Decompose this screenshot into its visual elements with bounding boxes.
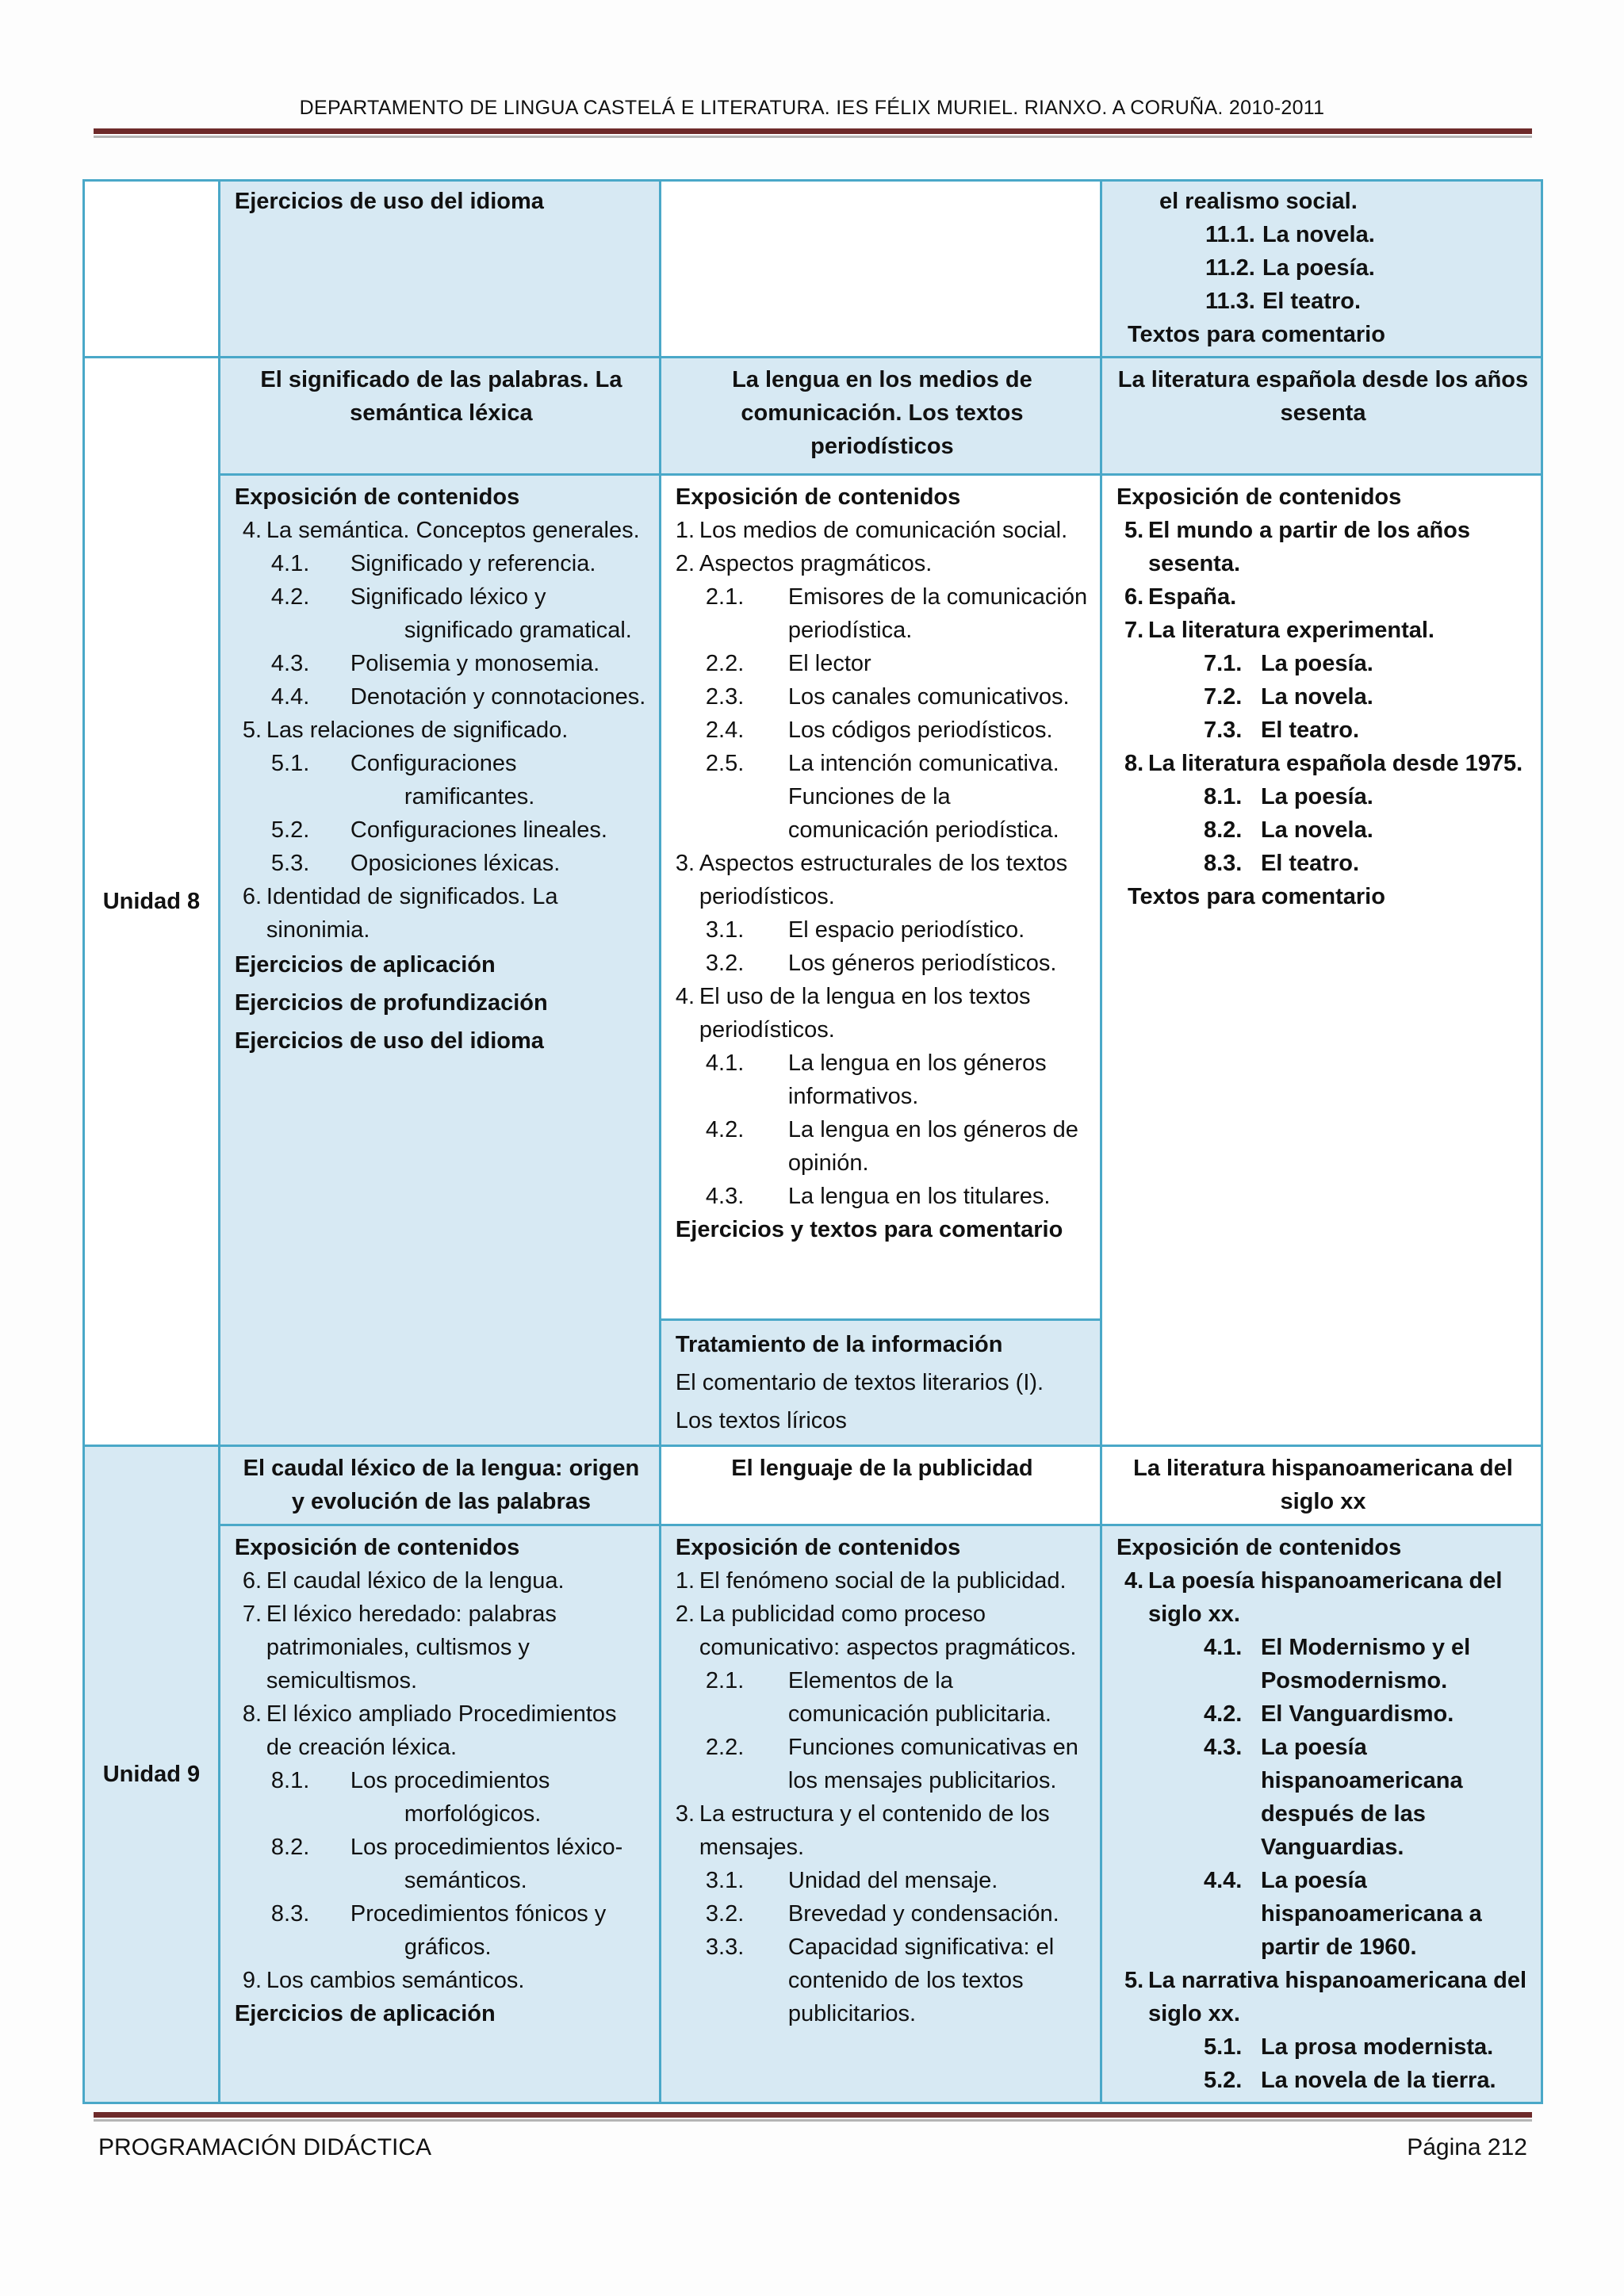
list-item — [271, 547, 648, 580]
item-text: Emisores de la comunicación periodística. — [787, 584, 1088, 643]
item-number: 8.3. — [270, 1901, 310, 1927]
list-item — [1204, 2030, 1530, 2064]
item-text: Capacidad significativa: el contenido de los textos publicitarios. — [787, 1934, 1055, 2026]
item-number: 5.2. — [1203, 2068, 1243, 2093]
item-number: 4.3. — [270, 651, 310, 676]
section-tail: Ejercicios de aplicación — [234, 2001, 496, 2026]
list-item — [271, 1764, 648, 1831]
item-number: 4.2. — [1203, 1701, 1243, 1727]
item-number: 1. — [675, 518, 695, 543]
item-number: 8.2. — [270, 1835, 310, 1860]
list — [676, 1564, 1089, 2030]
list-item — [271, 647, 648, 680]
item-text: La novela. — [1260, 817, 1373, 843]
item-text: La prosa modernista. — [1260, 2034, 1494, 2060]
text-line: Textos para comentario — [1127, 322, 1385, 347]
list-item — [676, 1564, 1089, 1598]
list-item — [1205, 251, 1530, 285]
list — [1116, 514, 1530, 880]
list-item — [1205, 218, 1530, 251]
item-text: Funciones comunicativas en los mensajes publicitarios. — [787, 1735, 1078, 1793]
item-text: La estructura y el contenido de los mensajes. — [699, 1801, 1050, 1860]
item-text: El Modernismo y el Posmodernismo. — [1260, 1635, 1471, 1693]
list-item — [243, 880, 648, 947]
list-item — [706, 913, 1089, 947]
item-number: 4. — [1124, 1568, 1144, 1594]
cell-r0-c3 — [1101, 181, 1542, 358]
list-item — [706, 680, 1089, 714]
item-number: 6. — [242, 884, 262, 909]
item-number: 5.2. — [270, 817, 310, 843]
item-number: 11.3. — [1205, 289, 1255, 314]
item-number: 3. — [675, 851, 695, 876]
item-number: 2. — [675, 1601, 695, 1627]
item-text: El espacio periodístico. — [787, 917, 1025, 943]
item-number: 8. — [1124, 751, 1144, 776]
list-item — [706, 1047, 1089, 1113]
unit9-col3 — [1101, 1525, 1542, 2103]
item-text: El léxico ampliado Procedimientos de creación léxica. — [266, 1701, 617, 1760]
item-number: 8.1. — [270, 1768, 310, 1793]
item-number: 7. — [242, 1601, 262, 1627]
item-number: 8.3. — [1203, 851, 1243, 876]
item-number: 2.4. — [705, 718, 745, 743]
text-line: El comentario de textos literarios (I). — [675, 1370, 1044, 1395]
cell-r0-c1: Ejercicios de uso del idioma — [219, 181, 660, 358]
item-text: La poesía. — [1260, 784, 1373, 809]
section-tail: Ejercicios de profundización — [234, 990, 548, 1016]
item-text: Los procedimientos morfológicos. — [350, 1768, 550, 1827]
item-text: El léxico heredado: palabras patrimoniales, cultismos y semicultismos. — [266, 1601, 557, 1693]
item-text: Configuraciones ramificantes. — [350, 751, 535, 809]
item-text: Significado y referencia. — [350, 551, 596, 576]
list-item — [706, 1864, 1089, 1897]
item-number: 4.1. — [270, 551, 310, 576]
item-number: 11.2. — [1205, 255, 1255, 281]
unit8-title-1: El significado de las palabras. La semántica léxica — [219, 358, 660, 475]
list-item — [1204, 1731, 1530, 1864]
item-number: 7. — [1124, 618, 1144, 643]
list-item — [1204, 680, 1530, 714]
list-item — [706, 1897, 1089, 1931]
item-text: La publicidad como proceso comunicativo: aspectos pragmáticos. — [699, 1601, 1077, 1660]
list-item — [1204, 847, 1530, 880]
list-item — [706, 1180, 1089, 1213]
header-rule — [94, 128, 1532, 138]
item-text: La lengua en los titulares. — [787, 1184, 1051, 1209]
item-text: Brevedad y condensación. — [787, 1901, 1059, 1927]
list-item — [1205, 285, 1530, 318]
item-text: La semántica. Conceptos generales. — [266, 518, 640, 543]
item-text: La novela. — [1260, 684, 1373, 710]
list — [235, 514, 648, 947]
item-text: Aspectos estructurales de los textos periodísticos. — [699, 851, 1068, 909]
item-text: La literatura experimental. — [1147, 618, 1434, 643]
item-number: 2.1. — [705, 584, 745, 610]
item-text: El teatro. — [1260, 718, 1360, 743]
item-text: El lector — [787, 651, 871, 676]
footer-title: PROGRAMACIÓN DIDÁCTICA — [98, 2134, 432, 2160]
list-item — [243, 1964, 648, 1997]
item-text: La poesía hispanoamericana a partir de 1960. — [1260, 1868, 1482, 1960]
list-item — [1124, 580, 1530, 614]
item-text: Procedimientos fónicos y gráficos. — [350, 1901, 607, 1960]
list-item — [706, 1113, 1089, 1180]
item-text: El Vanguardismo. — [1260, 1701, 1454, 1727]
unit8-title-3: La literatura española desde los años sesenta — [1101, 358, 1542, 475]
unit9-title-1: El caudal léxico de la lengua: origen y evolución de las palabras — [219, 1446, 660, 1525]
list-item — [271, 680, 648, 714]
item-number: 8. — [242, 1701, 262, 1727]
list-item — [1124, 1564, 1530, 1631]
list-item — [271, 1897, 648, 1964]
item-number: 4. — [242, 518, 262, 543]
item-number: 6. — [1124, 584, 1144, 610]
item-text: La novela. — [1262, 222, 1375, 247]
list-item — [676, 1598, 1089, 1664]
section-head: Exposición de contenidos — [1116, 484, 1402, 510]
list-item — [243, 1598, 648, 1697]
list-item — [271, 580, 648, 647]
section-head: Exposición de contenidos — [1116, 1535, 1402, 1560]
list — [1116, 1564, 1530, 2097]
item-text: Unidad del mensaje. — [787, 1868, 998, 1893]
item-text: Elementos de la comunicación publicitaria. — [787, 1668, 1051, 1727]
item-text: Polisemia y monosemia. — [350, 651, 600, 676]
unit9-title-2: El lenguaje de la publicidad — [660, 1446, 1101, 1525]
unit9-col1 — [219, 1525, 660, 2103]
list-item — [243, 714, 648, 747]
item-text: El fenómeno social de la publicidad. — [699, 1568, 1067, 1594]
section-head: Exposición de contenidos — [675, 1535, 961, 1560]
item-text: El uso de la lengua en los textos periodísticos. — [699, 984, 1031, 1043]
list-item — [1204, 1631, 1530, 1697]
item-text: La poesía. — [1262, 255, 1375, 281]
list-item — [271, 1831, 648, 1897]
item-number: 3.2. — [705, 951, 745, 976]
unit8-info-cell — [660, 1320, 1101, 1446]
item-text: Denotación y connotaciones. — [350, 684, 646, 710]
item-number: 3. — [675, 1801, 695, 1827]
list — [676, 514, 1089, 1213]
section-head: Tratamiento de la información — [675, 1332, 1003, 1357]
item-number: 6. — [242, 1568, 262, 1594]
item-text: El teatro. — [1262, 289, 1362, 314]
item-number: 1. — [675, 1568, 695, 1594]
unit9-title-3: La literatura hispanoamericana del siglo xx — [1101, 1446, 1542, 1525]
list-item — [1124, 747, 1530, 780]
item-text: La lengua en los géneros de opinión. — [787, 1117, 1078, 1176]
unit9-col2 — [660, 1525, 1101, 2103]
list-item — [676, 1797, 1089, 1864]
item-number: 5. — [242, 718, 262, 743]
item-text: La poesía hispanoamericana después de las Vanguardias. — [1260, 1735, 1463, 1860]
unit-label: Unidad 9 — [84, 1446, 220, 2103]
item-number: 4.3. — [705, 1184, 745, 1209]
item-text: La lengua en los géneros informativos. — [787, 1050, 1047, 1109]
item-text: Los géneros periodísticos. — [787, 951, 1057, 976]
list-item — [706, 580, 1089, 647]
item-text: Aspectos pragmáticos. — [699, 551, 933, 576]
page-number: Página 212 — [1407, 2134, 1527, 2160]
item-number: 4.1. — [705, 1050, 745, 1076]
list-item — [706, 714, 1089, 747]
unit8-title-2: La lengua en los medios de comunicación. Los textos periodísticos — [660, 358, 1101, 475]
list-item — [1204, 2064, 1530, 2097]
list-item — [706, 747, 1089, 847]
item-number: 5.1. — [1203, 2034, 1243, 2060]
item-number: 3.2. — [705, 1901, 745, 1927]
item-text: Configuraciones lineales. — [350, 817, 607, 843]
list-item — [676, 514, 1089, 547]
section-head: Exposición de contenidos — [234, 484, 520, 510]
item-number: 4.1. — [1203, 1635, 1243, 1660]
list-item — [1204, 780, 1530, 813]
syllabus-table — [82, 179, 1543, 2104]
section-tail: Ejercicios y textos para comentario — [675, 1217, 1063, 1242]
item-number: 3.3. — [705, 1934, 745, 1960]
list-item — [1204, 647, 1530, 680]
item-number: 2.1. — [705, 1668, 745, 1693]
list-item — [243, 1697, 648, 1764]
item-text: Las relaciones de significado. — [266, 718, 569, 743]
footer-rule — [94, 2112, 1532, 2122]
item-number: 11.1. — [1205, 222, 1255, 247]
item-number: 4.4. — [1203, 1868, 1243, 1893]
list-item — [706, 647, 1089, 680]
unit8-col2 — [660, 475, 1101, 1320]
item-text: La narrativa hispanoamericana del siglo xx. — [1147, 1968, 1527, 2026]
item-number: 5.1. — [270, 751, 310, 776]
section-head: Exposición de contenidos — [675, 484, 961, 510]
list-item — [706, 1664, 1089, 1731]
item-text: El teatro. — [1260, 851, 1360, 876]
item-number: 5. — [1124, 518, 1144, 543]
item-number: 2.2. — [705, 1735, 745, 1760]
section-head: Exposición de contenidos — [234, 1535, 520, 1560]
list-item — [1124, 514, 1530, 580]
item-number: 3.1. — [705, 1868, 745, 1893]
item-number: 7.1. — [1203, 651, 1243, 676]
section-tail: Textos para comentario — [1127, 884, 1385, 909]
list-item — [706, 947, 1089, 980]
item-number: 4.2. — [705, 1117, 745, 1142]
item-text: Oposiciones léxicas. — [350, 851, 561, 876]
list-item — [1204, 813, 1530, 847]
item-text: Los canales comunicativos. — [787, 684, 1070, 710]
list-item — [676, 980, 1089, 1047]
unit-cell-empty — [84, 181, 220, 358]
list-item — [1204, 1864, 1530, 1964]
item-text: El mundo a partir de los años sesenta. — [1147, 518, 1471, 576]
item-text: La poesía hispanoamericana del siglo xx. — [1147, 1568, 1503, 1627]
item-text: Los códigos periodísticos. — [787, 718, 1053, 743]
item-number: 7.3. — [1203, 718, 1243, 743]
item-number: 3.1. — [705, 917, 745, 943]
list-item — [706, 1931, 1089, 2030]
page-header: DEPARTAMENTO DE LINGUA CASTELÁ E LITERATURA. IES FÉLIX MURIEL. RIANXO. A CORUÑA. 2010-2011 — [299, 97, 1325, 119]
unit8-col1 — [219, 475, 660, 1446]
item-number: 2.2. — [705, 651, 745, 676]
item-text: La literatura española desde 1975. — [1147, 751, 1523, 776]
list-item — [676, 547, 1089, 580]
item-text: La novela de la tierra. — [1260, 2068, 1496, 2093]
item-number: 8.2. — [1203, 817, 1243, 843]
list-item — [243, 514, 648, 547]
item-number: 4.3. — [1203, 1735, 1243, 1760]
text-line: el realismo social. — [1159, 189, 1358, 214]
item-text: Los procedimientos léxico-semánticos. — [350, 1835, 623, 1893]
text-line: Los textos líricos — [675, 1408, 847, 1433]
item-number: 7.2. — [1203, 684, 1243, 710]
item-number: 2.5. — [705, 751, 745, 776]
item-text: Los medios de comunicación social. — [699, 518, 1068, 543]
list-item — [1124, 1964, 1530, 2030]
list — [1116, 218, 1530, 318]
list-item — [243, 1564, 648, 1598]
item-text: España. — [1147, 584, 1237, 610]
item-number: 5.3. — [270, 851, 310, 876]
list-item — [1124, 614, 1530, 647]
item-number: 9. — [242, 1968, 262, 1993]
item-text: El caudal léxico de la lengua. — [266, 1568, 565, 1594]
section-tail: Ejercicios de aplicación — [234, 952, 496, 978]
item-text: Los cambios semánticos. — [266, 1968, 525, 1993]
item-number: 4. — [675, 984, 695, 1009]
item-text: Significado léxico y significado gramatical. — [350, 584, 632, 643]
cell-r0-c2 — [660, 181, 1101, 358]
section-tail: Ejercicios de uso del idioma — [234, 1028, 544, 1054]
list-item — [1204, 1697, 1530, 1731]
list-item — [271, 847, 648, 880]
unit8-col3 — [1101, 475, 1542, 1446]
list-item — [706, 1731, 1089, 1797]
item-number: 4.2. — [270, 584, 310, 610]
item-text: Identidad de significados. La sinonimia. — [266, 884, 558, 943]
list-item — [676, 847, 1089, 913]
unit-label: Unidad 8 — [84, 358, 220, 1446]
item-number: 2. — [675, 551, 695, 576]
list-item — [1204, 714, 1530, 747]
item-number: 2.3. — [705, 684, 745, 710]
item-number: 8.1. — [1203, 784, 1243, 809]
list — [235, 1564, 648, 1997]
item-text: La poesía. — [1260, 651, 1373, 676]
list-item — [271, 813, 648, 847]
list-item — [271, 747, 648, 813]
item-number: 5. — [1124, 1968, 1144, 1993]
item-text: La intención comunicativa. Funciones de la comunicación periodística. — [787, 751, 1059, 843]
item-number: 4.4. — [270, 684, 310, 710]
